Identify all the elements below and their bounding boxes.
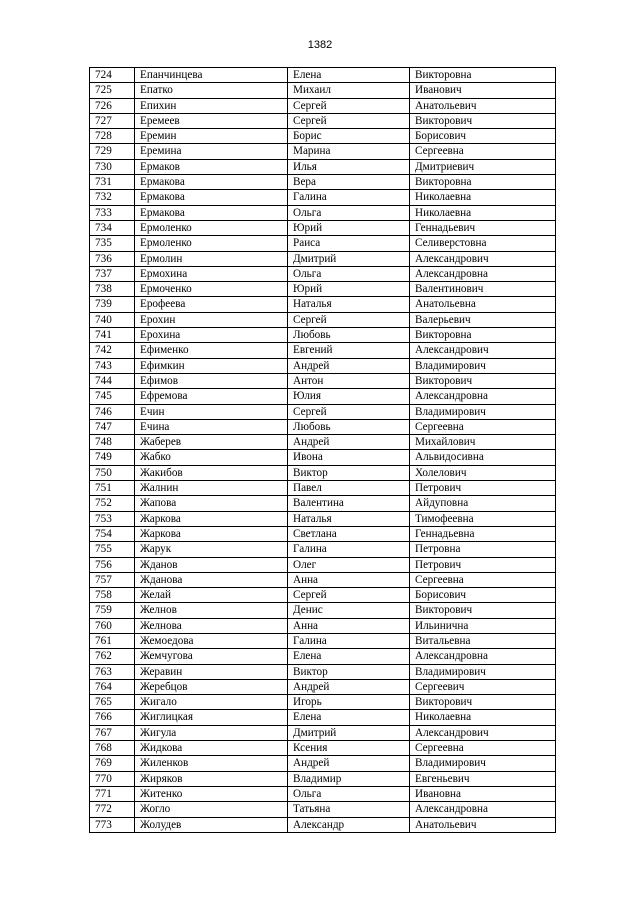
row-number-cell: 751 [90,481,135,496]
row-number-cell: 738 [90,282,135,297]
last-name-cell: Ермоленко [135,220,288,235]
table-row [90,725,556,740]
first-name-cell: Владимир [288,771,410,786]
first-name-cell: Дмитрий [288,725,410,740]
patronymic-cell: Петровна [410,542,556,557]
last-name-cell: Жаберев [135,435,288,450]
patronymic-cell: Александровна [410,802,556,817]
row-number-cell: 762 [90,649,135,664]
first-name-cell: Марина [288,144,410,159]
table-row [90,68,556,83]
last-name-cell: Еремин [135,129,288,144]
last-name-cell: Жеребцов [135,679,288,694]
table-row [90,786,556,801]
patronymic-cell: Владимирович [410,756,556,771]
patronymic-cell: Владимирович [410,404,556,419]
patronymic-cell: Ивановна [410,786,556,801]
row-number-cell: 763 [90,664,135,679]
last-name-cell: Жабко [135,450,288,465]
last-name-cell: Ерохина [135,328,288,343]
last-name-cell: Жогло [135,802,288,817]
table-row [90,251,556,266]
first-name-cell: Павел [288,481,410,496]
first-name-cell: Галина [288,190,410,205]
row-number-cell: 761 [90,633,135,648]
last-name-cell: Епатко [135,83,288,98]
row-number-cell: 767 [90,725,135,740]
table-row [90,649,556,664]
last-name-cell: Ермаков [135,159,288,174]
row-number-cell: 750 [90,465,135,480]
patronymic-cell: Александровна [410,266,556,281]
first-name-cell: Андрей [288,756,410,771]
patronymic-cell: Александровна [410,649,556,664]
last-name-cell: Жалнин [135,481,288,496]
first-name-cell: Александр [288,817,410,832]
table-row [90,220,556,235]
patronymic-cell: Сергеевна [410,572,556,587]
row-number-cell: 764 [90,679,135,694]
row-number-cell: 724 [90,68,135,83]
patronymic-cell: Валентинович [410,282,556,297]
first-name-cell: Илья [288,159,410,174]
table-row [90,297,556,312]
row-number-cell: 737 [90,266,135,281]
last-name-cell: Ерохин [135,312,288,327]
table-row [90,771,556,786]
first-name-cell: Наталья [288,297,410,312]
table-row [90,159,556,174]
first-name-cell: Виктор [288,465,410,480]
patronymic-cell: Валерьевич [410,312,556,327]
patronymic-cell: Михайлович [410,435,556,450]
table-row [90,679,556,694]
table-row [90,465,556,480]
row-number-cell: 771 [90,786,135,801]
row-number-cell: 742 [90,343,135,358]
patronymic-cell: Альвидосивна [410,450,556,465]
patronymic-cell: Ильинична [410,618,556,633]
first-name-cell: Анна [288,572,410,587]
row-number-cell: 773 [90,817,135,832]
table-row [90,266,556,281]
last-name-cell: Жаркова [135,511,288,526]
patronymic-cell: Геннадьевич [410,220,556,235]
first-name-cell: Ивона [288,450,410,465]
row-number-cell: 754 [90,526,135,541]
first-name-cell: Виктор [288,664,410,679]
table-row [90,129,556,144]
table-row [90,205,556,220]
table-row [90,557,556,572]
first-name-cell: Ксения [288,741,410,756]
first-name-cell: Раиса [288,236,410,251]
table-row [90,603,556,618]
patronymic-cell: Александровна [410,389,556,404]
last-name-cell: Ермакова [135,205,288,220]
last-name-cell: Жапова [135,496,288,511]
first-name-cell: Наталья [288,511,410,526]
row-number-cell: 770 [90,771,135,786]
table-row [90,618,556,633]
row-number-cell: 727 [90,113,135,128]
first-name-cell: Ольга [288,205,410,220]
patronymic-cell: Сергеевна [410,144,556,159]
patronymic-cell: Викторович [410,695,556,710]
last-name-cell: Еремеев [135,113,288,128]
row-number-cell: 769 [90,756,135,771]
first-name-cell: Сергей [288,312,410,327]
first-name-cell: Любовь [288,328,410,343]
row-number-cell: 768 [90,741,135,756]
patronymic-cell: Владимирович [410,664,556,679]
patronymic-cell: Витальевна [410,633,556,648]
row-number-cell: 756 [90,557,135,572]
patronymic-cell: Борисович [410,129,556,144]
row-number-cell: 765 [90,695,135,710]
table-row [90,83,556,98]
row-number-cell: 729 [90,144,135,159]
table-row [90,175,556,190]
first-name-cell: Сергей [288,588,410,603]
row-number-cell: 725 [90,83,135,98]
first-name-cell: Игорь [288,695,410,710]
last-name-cell: Ермолин [135,251,288,266]
last-name-cell: Жиленков [135,756,288,771]
patronymic-cell: Александрович [410,251,556,266]
first-name-cell: Елена [288,649,410,664]
first-name-cell: Вера [288,175,410,190]
row-number-cell: 760 [90,618,135,633]
last-name-cell: Жиглицкая [135,710,288,725]
first-name-cell: Любовь [288,419,410,434]
first-name-cell: Сергей [288,113,410,128]
last-name-cell: Жиряков [135,771,288,786]
patronymic-cell: Викторович [410,373,556,388]
patronymic-cell: Николаевна [410,710,556,725]
last-name-cell: Епихин [135,98,288,113]
first-name-cell: Дмитрий [288,251,410,266]
last-name-cell: Жакибов [135,465,288,480]
first-name-cell: Антон [288,373,410,388]
table-row [90,695,556,710]
table-row [90,526,556,541]
last-name-cell: Жигало [135,695,288,710]
table-row [90,98,556,113]
patronymic-cell: Викторовна [410,175,556,190]
table-row [90,236,556,251]
last-name-cell: Жемоедова [135,633,288,648]
last-name-cell: Ефремова [135,389,288,404]
patronymic-cell: Сергеевна [410,741,556,756]
table-row [90,817,556,832]
first-name-cell: Борис [288,129,410,144]
row-number-cell: 735 [90,236,135,251]
first-name-cell: Галина [288,633,410,648]
last-name-cell: Ермохина [135,266,288,281]
first-name-cell: Татьяна [288,802,410,817]
last-name-cell: Жданов [135,557,288,572]
last-name-cell: Жаркова [135,526,288,541]
table-row [90,588,556,603]
first-name-cell: Анна [288,618,410,633]
table-row [90,710,556,725]
first-name-cell: Юрий [288,282,410,297]
last-name-cell: Житенко [135,786,288,801]
patronymic-cell: Петрович [410,481,556,496]
row-number-cell: 748 [90,435,135,450]
table-row [90,328,556,343]
last-name-cell: Еремина [135,144,288,159]
row-number-cell: 743 [90,358,135,373]
last-name-cell: Жигула [135,725,288,740]
names-table-body [90,68,556,833]
first-name-cell: Елена [288,68,410,83]
table-row [90,633,556,648]
row-number-cell: 728 [90,129,135,144]
patronymic-cell: Николаевна [410,190,556,205]
row-number-cell: 730 [90,159,135,174]
row-number-cell: 734 [90,220,135,235]
table-row [90,373,556,388]
patronymic-cell: Евгеньевич [410,771,556,786]
first-name-cell: Михаил [288,83,410,98]
row-number-cell: 736 [90,251,135,266]
first-name-cell: Юлия [288,389,410,404]
patronymic-cell: Дмитриевич [410,159,556,174]
patronymic-cell: Сергеевна [410,419,556,434]
patronymic-cell: Владимирович [410,358,556,373]
patronymic-cell: Иванович [410,83,556,98]
first-name-cell: Сергей [288,98,410,113]
first-name-cell: Денис [288,603,410,618]
row-number-cell: 755 [90,542,135,557]
first-name-cell: Ольга [288,266,410,281]
table-row [90,741,556,756]
table-row [90,404,556,419]
row-number-cell: 752 [90,496,135,511]
patronymic-cell: Петрович [410,557,556,572]
table-row [90,419,556,434]
last-name-cell: Жолудев [135,817,288,832]
last-name-cell: Ечина [135,419,288,434]
patronymic-cell: Сергеевич [410,679,556,694]
first-name-cell: Ольга [288,786,410,801]
table-row [90,664,556,679]
last-name-cell: Епанчинцева [135,68,288,83]
table-row [90,450,556,465]
table-row [90,144,556,159]
last-name-cell: Жеравин [135,664,288,679]
last-name-cell: Жарук [135,542,288,557]
first-name-cell: Елена [288,710,410,725]
patronymic-cell: Геннадьевна [410,526,556,541]
table-row [90,481,556,496]
first-name-cell: Олег [288,557,410,572]
row-number-cell: 758 [90,588,135,603]
last-name-cell: Жданова [135,572,288,587]
row-number-cell: 772 [90,802,135,817]
row-number-cell: 726 [90,98,135,113]
row-number-cell: 744 [90,373,135,388]
patronymic-cell: Борисович [410,588,556,603]
patronymic-cell: Айдуповна [410,496,556,511]
patronymic-cell: Тимофеевна [410,511,556,526]
patronymic-cell: Викторовна [410,328,556,343]
row-number-cell: 753 [90,511,135,526]
first-name-cell: Андрей [288,358,410,373]
first-name-cell: Андрей [288,435,410,450]
row-number-cell: 740 [90,312,135,327]
first-name-cell: Юрий [288,220,410,235]
last-name-cell: Жемчугова [135,649,288,664]
last-name-cell: Ермакова [135,175,288,190]
row-number-cell: 739 [90,297,135,312]
last-name-cell: Ермакова [135,190,288,205]
last-name-cell: Желай [135,588,288,603]
row-number-cell: 759 [90,603,135,618]
row-number-cell: 749 [90,450,135,465]
row-number-cell: 747 [90,419,135,434]
first-name-cell: Галина [288,542,410,557]
first-name-cell: Евгений [288,343,410,358]
last-name-cell: Ечин [135,404,288,419]
last-name-cell: Ефимов [135,373,288,388]
last-name-cell: Желнова [135,618,288,633]
row-number-cell: 757 [90,572,135,587]
table-row [90,572,556,587]
names-table [89,67,556,833]
first-name-cell: Светлана [288,526,410,541]
patronymic-cell: Анатольевна [410,297,556,312]
row-number-cell: 741 [90,328,135,343]
patronymic-cell: Анатольевич [410,817,556,832]
last-name-cell: Ермоленко [135,236,288,251]
last-name-cell: Ерофеева [135,297,288,312]
row-number-cell: 732 [90,190,135,205]
first-name-cell: Валентина [288,496,410,511]
last-name-cell: Ефимкин [135,358,288,373]
table-row [90,389,556,404]
table-row [90,542,556,557]
row-number-cell: 745 [90,389,135,404]
table-row [90,358,556,373]
table-row [90,802,556,817]
last-name-cell: Жидкова [135,741,288,756]
patronymic-cell: Александрович [410,343,556,358]
table-row [90,435,556,450]
row-number-cell: 766 [90,710,135,725]
patronymic-cell: Викторович [410,113,556,128]
last-name-cell: Ермоченко [135,282,288,297]
first-name-cell: Андрей [288,679,410,694]
table-row [90,496,556,511]
table-row [90,113,556,128]
table-row [90,282,556,297]
table-row [90,343,556,358]
patronymic-cell: Александрович [410,725,556,740]
row-number-cell: 733 [90,205,135,220]
table-row [90,312,556,327]
first-name-cell: Сергей [288,404,410,419]
table-row [90,190,556,205]
table-row [90,756,556,771]
row-number-cell: 746 [90,404,135,419]
patronymic-cell: Викторовна [410,68,556,83]
row-number-cell: 731 [90,175,135,190]
patronymic-cell: Николаевна [410,205,556,220]
patronymic-cell: Холелович [410,465,556,480]
patronymic-cell: Селиверстовна [410,236,556,251]
last-name-cell: Желнов [135,603,288,618]
table-row [90,511,556,526]
page-number: 1382 [307,39,333,51]
patronymic-cell: Анатольевич [410,98,556,113]
patronymic-cell: Викторович [410,603,556,618]
last-name-cell: Ефименко [135,343,288,358]
